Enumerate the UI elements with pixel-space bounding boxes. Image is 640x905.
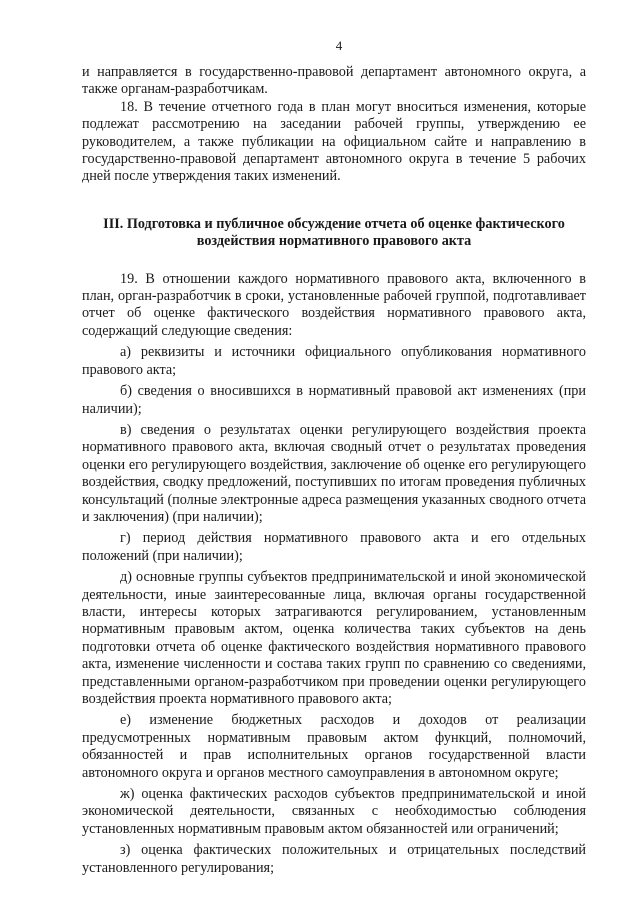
item-z: з) оценка фактических положительных и отрицательных последствий установленного регулирования;: [82, 842, 586, 876]
item-e: е) изменение бюджетных расходов и доходов от реализации предусмотренных нормативным правовым актом функций, полномочий, обязанностей и прав исполнительных органов государственной власти автономного округа и органов местного самоуправления в автономном округе;: [82, 712, 586, 781]
item-d: д) основные группы субъектов предпринимательской и иной экономической деятельности, иные заинтересованные лица, включая органы государственной власти, интересы которых затрагиваются регулированием, установленным нормативным правовым актом, оценка количества таких субъектов на день подготовки отчета об оценке фактического воздействия нормативного правового акта, изменение численности и состава таких групп по сравнению со сведениями, представленными органом-разработчиком при проведении оценки регулирующего воздействия проекта нормативного правового акта;: [82, 569, 586, 707]
item-a: а) реквизиты и источники официального опубликования нормативного правового акта;: [82, 344, 586, 378]
paragraph-19: 19. В отношении каждого нормативного правового акта, включенного в план, орган-разработчик в сроки, установленные рабочей группой, подготавливает отчет об оценке фактического воздействия нормативного правового акта, содержащий следующие сведения:: [82, 270, 586, 339]
item-v: в) сведения о результатах оценки регулирующего воздействия проекта нормативного правового акта, включая сводный отчет о результатах проведения оценки его регулирующего воздействия, заключение об оценке его регулирующего воздействия, сводку предложений, поступивших по итогам проведения публичных консультаций (полные электронные адреса размещения указанных сводного отчета и заключения) (при наличии);: [82, 421, 587, 525]
item-g: г) период действия нормативного правового акта и его отдельных положений (при наличии);: [82, 530, 586, 564]
paragraph-18: 18. В течение отчетного года в план могут вноситься изменения, которые подлежат рассмотрению на заседании рабочей группы, утверждению ее руководителем, а также публикации на официальном сайте и направлению в государственно-правовой департамент автономного округа в течение 5 рабочих дней после утверждения таких изменений.: [82, 98, 586, 185]
paragraph-continuation: и направляется в государственно-правовой департамент автономного округа, а также органам-разработчикам.: [82, 64, 586, 98]
page-number: 4: [335, 38, 343, 53]
item-zh: ж) оценка фактических расходов субъектов предпринимательской и иной экономической деятельности, связанных с необходимостью соблюдения установленных нормативным правовым актом обязанностей или ограничений;: [82, 786, 586, 837]
section-title: III. Подготовка и публичное обсуждение отчета об оценке фактического воздействия нормативного правового акта: [103, 215, 565, 250]
item-b: б) сведения о вносившихся в нормативный правовой акт изменениях (при наличии);: [82, 383, 586, 417]
